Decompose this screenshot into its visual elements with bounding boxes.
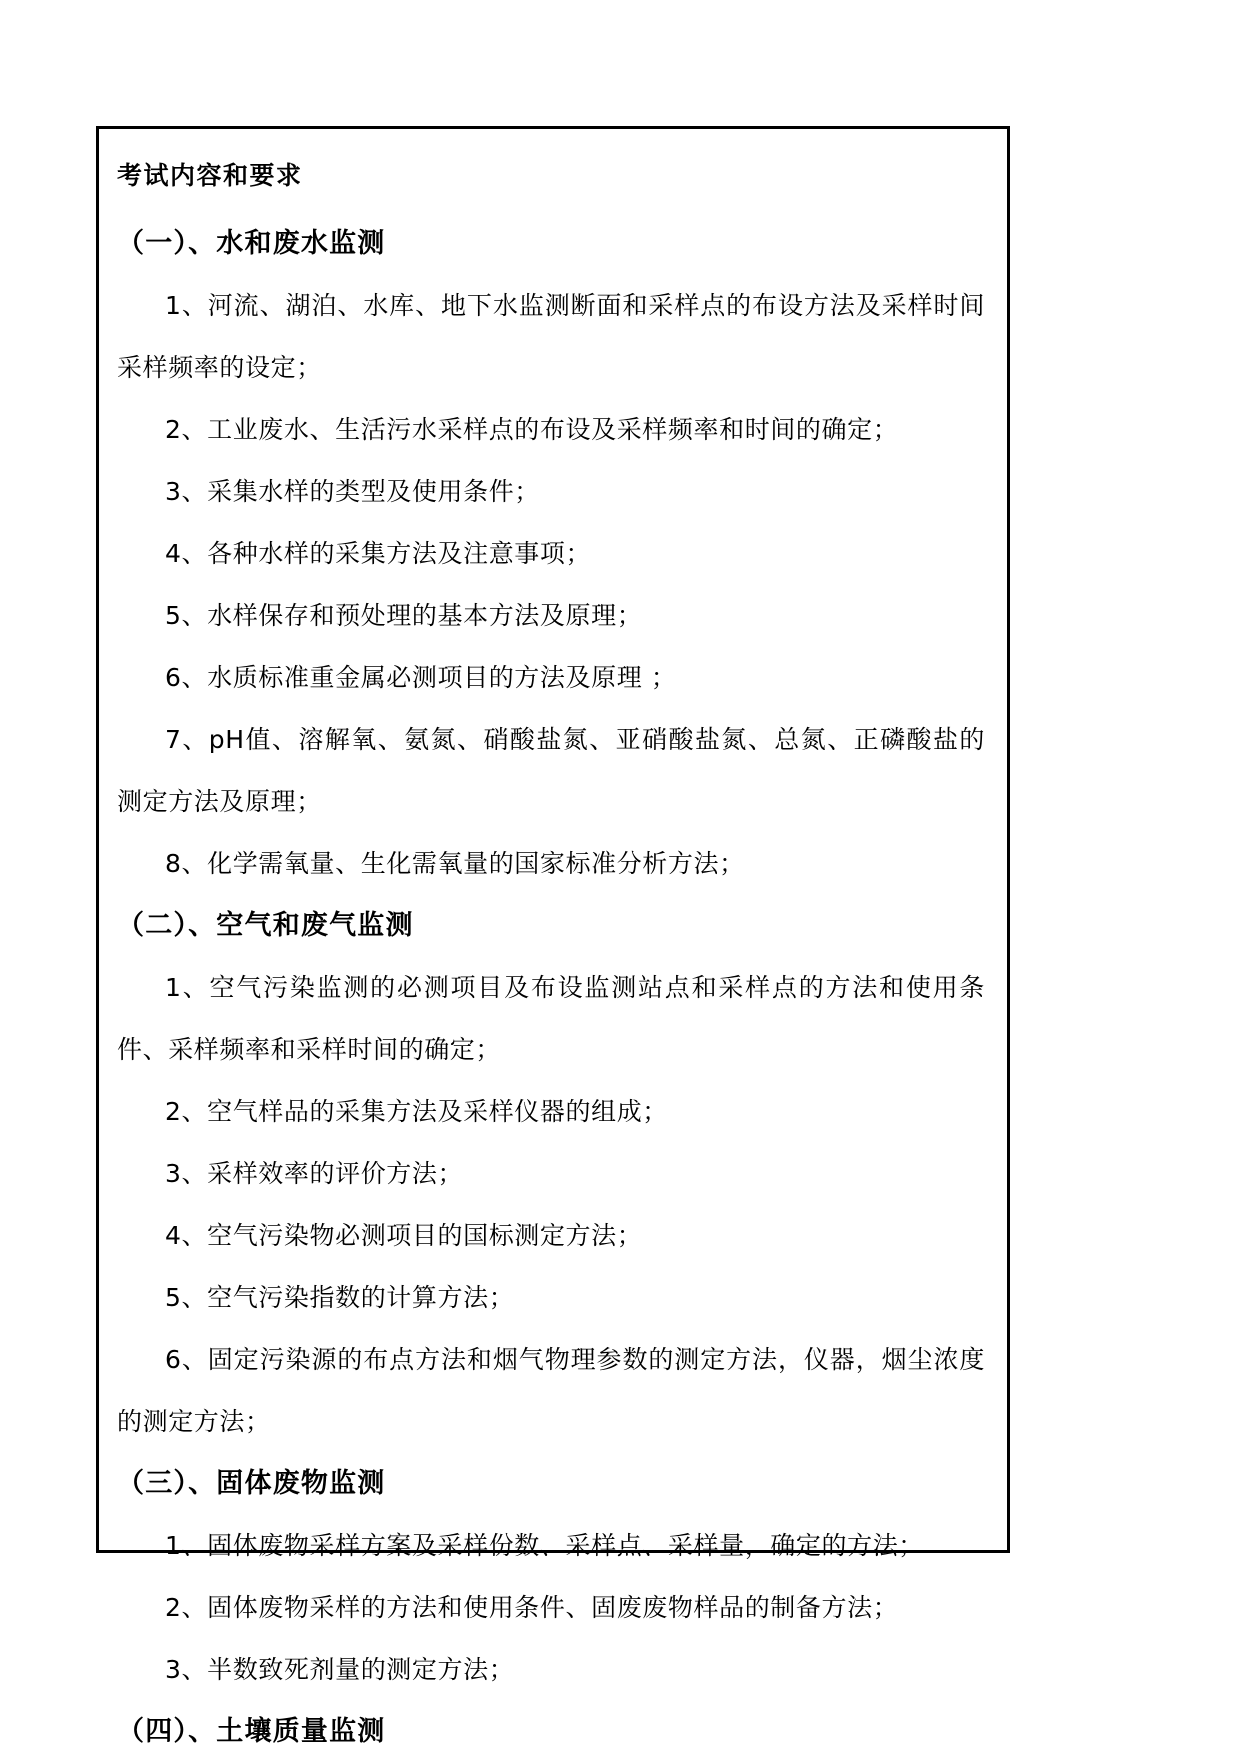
list-item: 3、采样效率的评价方法； xyxy=(165,1159,464,1188)
list-item: 1、河流、湖泊、水库、地下水监测断面和采样点的布设方法及采样时间采样频率的设定； xyxy=(117,291,985,382)
document-body xyxy=(99,129,1007,1763)
list-item: 2、空气样品的采集方法及采样仪器的组成； xyxy=(165,1097,668,1126)
list-item: 1、空气污染监测的必测项目及布设监测站点和采样点的方法和使用条件、采样频率和采样时间的确定； xyxy=(117,973,985,1064)
list-item: 4、空气污染物必测项目的国标测定方法； xyxy=(165,1221,643,1250)
list-item: 3、半数致死剂量的测定方法； xyxy=(165,1655,515,1684)
list-item: 3、采集水样的类型及使用条件； xyxy=(165,477,540,506)
list-item: 5、水样保存和预处理的基本方法及原理； xyxy=(165,601,643,630)
list-item: 5、空气污染指数的计算方法； xyxy=(165,1283,515,1312)
list-item: 2、工业废水、生活污水采样点的布设及采样频率和时间的确定； xyxy=(165,415,899,444)
list-item: 8、化学需氧量、生化需氧量的国家标准分析方法； xyxy=(165,849,745,878)
section-heading-1: （一）、水和废水监测 xyxy=(117,228,386,259)
page-title: 考试内容和要求 xyxy=(117,161,303,190)
list-item: 6、固定污染源的布点方法和烟气物理参数的测定方法，仪器，烟尘浓度的测定方法； xyxy=(117,1345,985,1436)
list-item: 1、固体废物采样方案及采样份数、采样点、采样量，确定的方法； xyxy=(165,1531,924,1560)
section-heading-3: （三）、固体废物监测 xyxy=(117,1468,386,1499)
section-heading-2: （二）、空气和废气监测 xyxy=(117,910,414,941)
list-item: 2、固体废物采样的方法和使用条件、固废废物样品的制备方法； xyxy=(165,1593,899,1622)
list-item: 7、pH值、溶解氧、氨氮、硝酸盐氮、亚硝酸盐氮、总氮、正磷酸盐的测定方法及原理； xyxy=(117,725,985,816)
list-item: 6、水质标准重金属必测项目的方法及原理 ； xyxy=(165,663,677,692)
section-heading-4: （四）、土壤质量监测 xyxy=(117,1716,386,1747)
list-item: 4、各种水样的采集方法及注意事项； xyxy=(165,539,592,568)
content-frame xyxy=(96,126,1010,1747)
